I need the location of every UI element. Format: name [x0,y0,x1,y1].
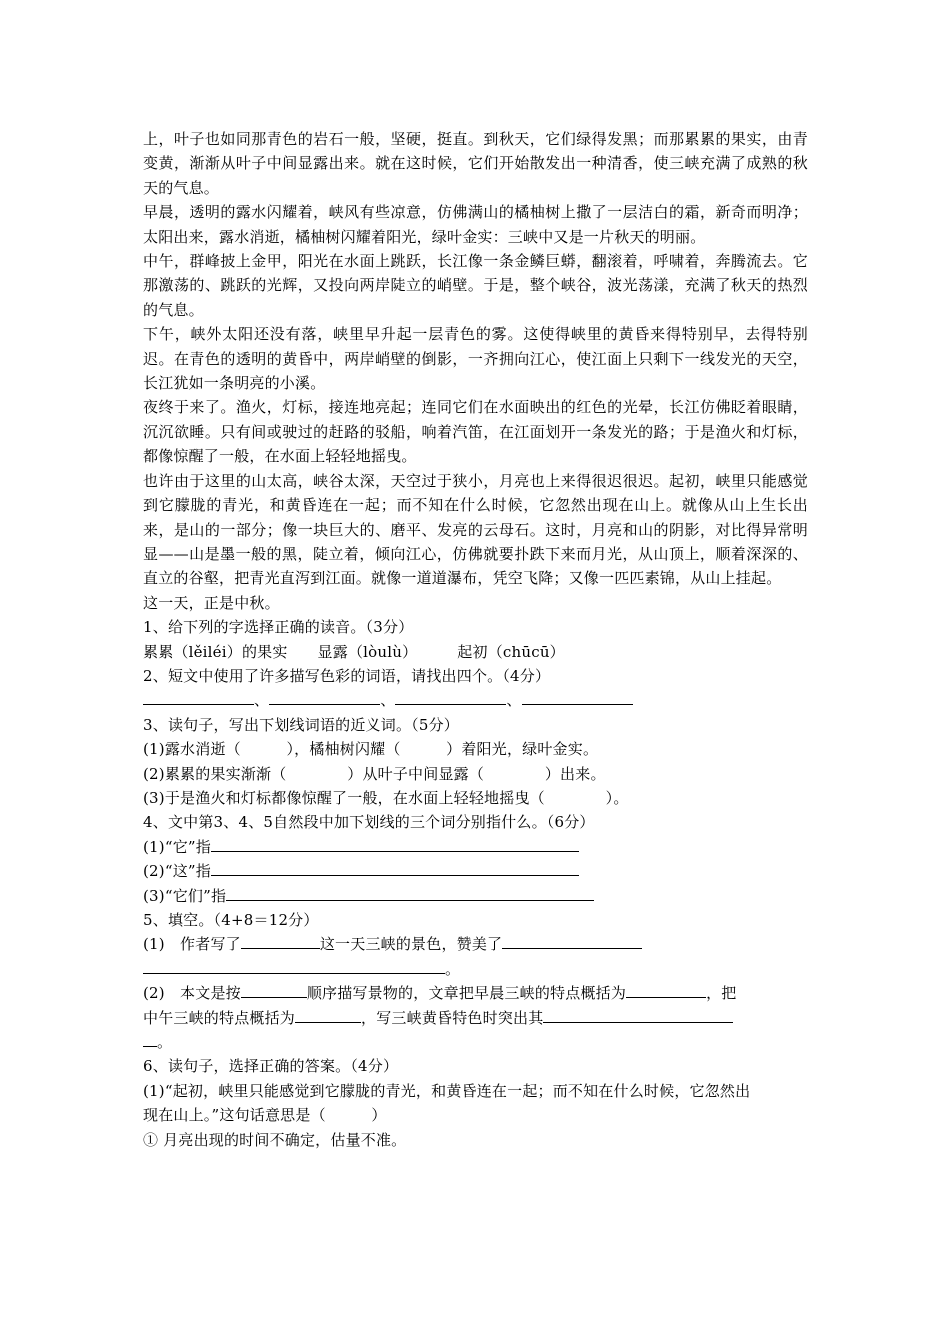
question-5-item-2-end [143,1030,808,1054]
question-5-item-1-cont [143,957,808,981]
passage-paragraph-6: 也许由于这里的山太高，峡谷太深，天空过于狭小，月亮也上来得很迟很迟。起初，峡里只能感觉到它朦胧的青光，和黄昏连在一起；而不知在什么时候，它忽然出现在山上。就像从山上生长出来，是山的一部分；像一块巨大的、磨平、发亮的云母石。这时，月亮和山的阴影，对比得异常明显——山是墨一般的黑，陡立着，倾向江心，仿佛就要扑跌下来而月光，从山顶上，顺着深深的、直立的谷壑，把青光直泻到江面。就像一道道瀑布，凭空飞降；又像一匹匹素锦，从山上挂起。 [143,471,808,588]
question-1-options [143,640,808,664]
question-4-item-1-label: (1)“它”指 [143,837,211,856]
question-5-item-1-text-b: 这一天三峡的景色，赞美了 [319,935,503,954]
answer-blank[interactable] [143,689,254,705]
question-5-title: 5、填空。（4+8＝12分） [143,911,319,929]
answer-blank[interactable] [502,933,642,949]
separator: 、 [380,691,396,710]
answer-blank[interactable] [522,689,633,705]
question-3-item-3: (3)于是渔火和灯标都像惊醒了一般，在水面上轻轻地摇曳（ ）。 [143,788,629,807]
question-3-title: 3、读句子，写出下划线词语的近义词。（5分） [143,715,459,734]
question-5-item-2-text-e: ，写三峡黄昏特色时突出其 [361,1008,544,1027]
passage-paragraph-1: 上，叶子也如同那青色的岩石一般，坚硬，挺直。到秋天，它们绿得发黑；而那累累的果实，由青变黄，渐渐从叶子中间显露出来。就在这时候，它们开始散发出一种清香，使三峡充满了成熟的秋天的气息。 [143,130,808,197]
question-6-title: 6、读句子，选择正确的答案。（4分） [143,1057,399,1076]
passage-paragraph-4: 下午，峡外太阳还没有落，峡里早升起一层青色的雾。这使得峡里的黄昏来得特别早，去得特别迟。在青色的透明的黄昏中，两岸峭壁的倒影，一齐拥向江心，使江面上只剩下一线发光的天空，长江犹如一条明亮的小溪。 [143,325,808,393]
question-4-title: 4、文中第3、4、5自然段中加下划线的三个词分别指什么。（6分） [143,813,595,832]
passage-paragraph-2: 早晨，透明的露水闪耀着，峡风有些凉意，仿佛满山的橘柚树上撒了一层洁白的霜，新奇而明净；太阳出来，露水消逝，橘柚树闪耀着阳光，绿叶金实：三峡中又是一片秋天的明丽。 [143,203,808,246]
question-5-item-1 [143,932,808,956]
document-body [143,127,808,1152]
question-5-item-2-text-a: (2) 本文是按 [143,984,241,1003]
answer-blank[interactable] [295,1007,361,1023]
answer-blank[interactable] [241,933,320,949]
answer-blank[interactable] [226,885,594,901]
separator: 、 [254,691,270,710]
answer-blank[interactable] [269,689,380,705]
question-4-item-2-label: (2)“这”指 [143,862,211,881]
question-3-item-2: (2)累累的果实渐渐（ ）从叶子中间显露（ ）出来。 [143,764,606,783]
question-2-title: 2、短文中使用了许多描写色彩的词语，请找出四个。（4分） [143,666,551,685]
question-1-item-1: 累累（lěiléi）的果实 [143,642,288,661]
passage-paragraph-3: 中午，群峰披上金甲，阳光在水面上跳跃，长江像一条金鳞巨蟒，翻滚着，呼啸着，奔腾流去。它那激荡的、跳跃的光辉，又投向两岸陡立的峭壁。于是，整个峡谷，波光荡漾，充满了秋天的热烈的气息。 [143,252,808,319]
question-1-title: 1、给下列的字选择正确的读音。（3分） [143,618,414,637]
passage-paragraph-7: 这一天，正是中秋。 [143,593,280,612]
answer-blank[interactable] [395,689,506,705]
question-1-item-3: 起初（chūcū） [457,642,565,661]
question-4-item-2 [143,859,808,883]
answer-blank[interactable] [543,1007,733,1023]
question-4-item-3 [143,884,808,908]
question-5-item-2-text-f: 。 [157,1033,173,1052]
question-2-blanks [143,688,808,712]
question-5-item-2-text-d: 中午三峡的特点概括为 [143,1008,296,1027]
question-1-item-2: 显露（lòulù） [317,642,418,661]
question-6-item-1-cont: 现在山上。”这句话意思是（ ） [143,1106,387,1125]
question-5-item-2-text-c: ，把 [706,984,737,1003]
question-5-item-1-text-a: (1) 作者写了 [143,935,241,954]
question-3-item-1: (1)露水消逝（ ），橘柚树闪耀（ ）着阳光，绿叶金实。 [143,740,599,759]
question-5-item-2 [143,981,808,1005]
answer-blank[interactable] [241,982,307,998]
question-6-option-1: ① 月亮出现的时间不确定，估量不准。 [143,1130,407,1149]
answer-blank[interactable] [211,860,579,876]
separator: 、 [506,691,522,710]
answer-blank[interactable] [143,1031,157,1047]
question-4-item-3-label: (3)“它们”指 [143,886,227,905]
question-5-item-2-cont [143,1006,808,1030]
passage-paragraph-5: 夜终于来了。渔火，灯标，接连地亮起；连同它们在水面映出的红色的光晕，长江仿佛眨着眼睛，沉沉欲睡。只有间或驶过的赶路的驳船，响着汽笛，在江面划开一条发光的路；于是渔火和灯标，都像惊醒了一般，在水面上轻轻地摇曳。 [143,398,808,466]
answer-blank[interactable] [143,958,445,974]
question-5-item-1-text-c: 。 [445,959,461,978]
answer-blank[interactable] [626,982,706,998]
question-5-item-2-text-b: 顺序描写景物的，文章把早晨三峡的特点概括为 [306,984,627,1003]
question-4-item-1 [143,835,808,859]
question-6-item-1: (1)“起初，峡里只能感觉到它朦胧的青光，和黄昏连在一起；而不知在什么时候，它忽然出 [143,1081,751,1100]
answer-blank[interactable] [211,836,579,852]
